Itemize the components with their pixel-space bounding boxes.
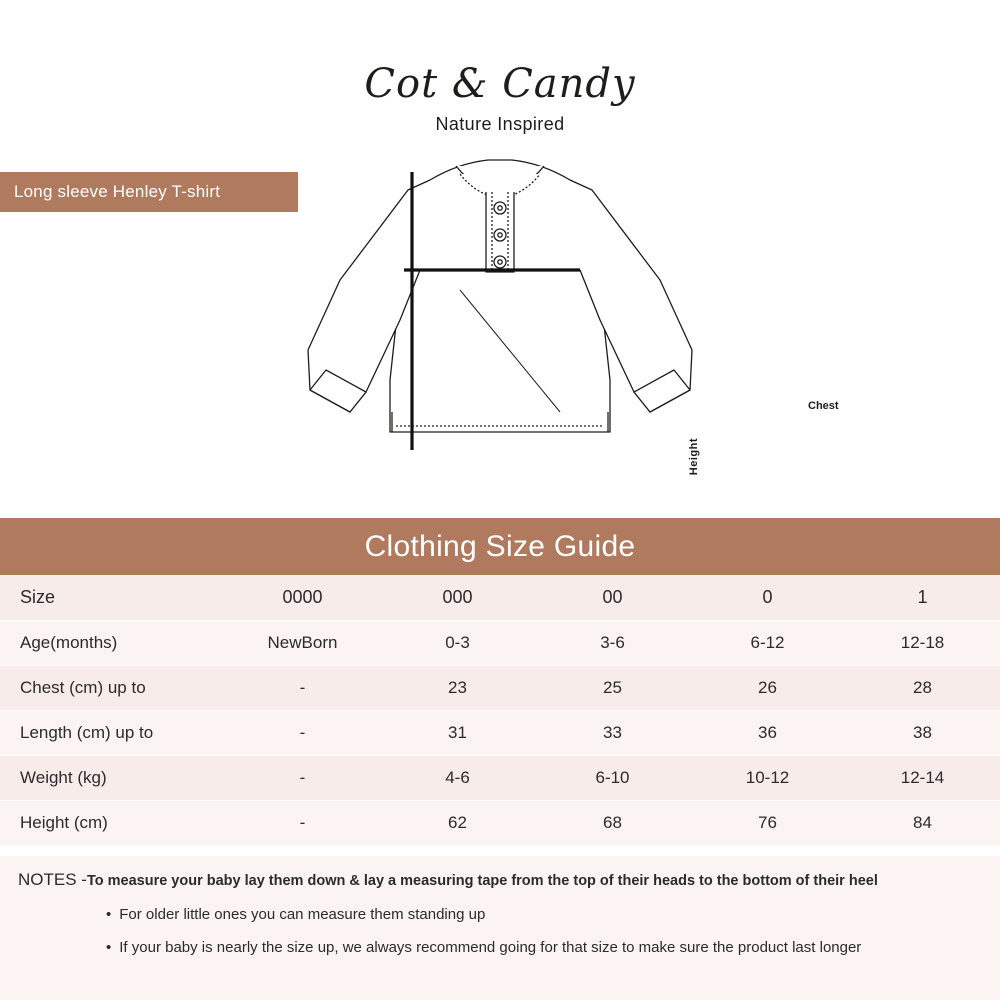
row-header-size: Size [0, 575, 225, 620]
table-cell: 38 [845, 710, 1000, 755]
notes-main-text: To measure your baby lay them down & lay a measuring tape from the top of their heads to the bottom of their heel [86, 873, 878, 889]
notes-bullet-text: For older little ones you can measure them standing up [119, 906, 486, 923]
chest-measure-label: Chest [808, 400, 839, 412]
table-cell: 12-14 [845, 755, 1000, 800]
table-row [0, 800, 1000, 845]
table-cell: - [225, 710, 380, 755]
table-cell: 4-6 [380, 755, 535, 800]
table-row [0, 575, 1000, 620]
table-cell: 31 [380, 710, 535, 755]
table-cell: 76 [690, 800, 845, 845]
bullet-dot-icon: • [106, 939, 112, 956]
row-header-height: Height (cm) [0, 800, 225, 845]
table-row [0, 755, 1000, 800]
table-cell: 6-10 [535, 755, 690, 800]
bullet-dot-icon: • [106, 906, 112, 923]
size-guide-title-band [0, 518, 1000, 575]
table-cell: 0 [690, 575, 845, 620]
size-table [0, 575, 1000, 846]
table-cell: 62 [380, 800, 535, 845]
table-row [0, 620, 1000, 665]
table-cell: - [225, 800, 380, 845]
table-cell: - [225, 665, 380, 710]
table-cell: 25 [535, 665, 690, 710]
table-cell: 10-12 [690, 755, 845, 800]
table-cell: 36 [690, 710, 845, 755]
table-cell: 23 [380, 665, 535, 710]
brand-tagline: Nature Inspired [435, 114, 565, 134]
list-item [18, 939, 982, 956]
notes-bullet-text: If your baby is nearly the size up, we always recommend going for that size to make sure the product last longer [119, 939, 862, 956]
table-cell: 33 [535, 710, 690, 755]
table-cell: 68 [535, 800, 690, 845]
brand-header [0, 62, 1000, 135]
list-item [18, 906, 982, 923]
table-row [0, 710, 1000, 755]
notes-lead-label: NOTES - [18, 870, 87, 889]
product-name-bar [0, 172, 298, 212]
table-row [0, 665, 1000, 710]
table-cell: - [225, 755, 380, 800]
notes-section [0, 856, 1000, 1000]
table-cell: 6-12 [690, 620, 845, 665]
notes-main-line [18, 870, 982, 890]
table-cell: 12-18 [845, 620, 1000, 665]
table-cell: 28 [845, 665, 1000, 710]
row-header-chest: Chest (cm) up to [0, 665, 225, 710]
tshirt-drawing [280, 150, 720, 480]
table-cell: 26 [690, 665, 845, 710]
brand-name: Cot & Candy [364, 61, 636, 107]
row-header-length: Length (cm) up to [0, 710, 225, 755]
row-header-age: Age(months) [0, 620, 225, 665]
height-measure-label: Height [688, 438, 700, 476]
row-header-weight: Weight (kg) [0, 755, 225, 800]
table-cell: 000 [380, 575, 535, 620]
table-cell: 3-6 [535, 620, 690, 665]
product-name-label: Long sleeve Henley T-shirt [14, 182, 221, 201]
garment-illustration [280, 150, 839, 480]
page-title: Clothing Size Guide [364, 529, 636, 563]
table-cell: NewBorn [225, 620, 380, 665]
table-cell: 0000 [225, 575, 380, 620]
table-cell: 0-3 [380, 620, 535, 665]
table-cell: 1 [845, 575, 1000, 620]
table-cell: 84 [845, 800, 1000, 845]
table-cell: 00 [535, 575, 690, 620]
